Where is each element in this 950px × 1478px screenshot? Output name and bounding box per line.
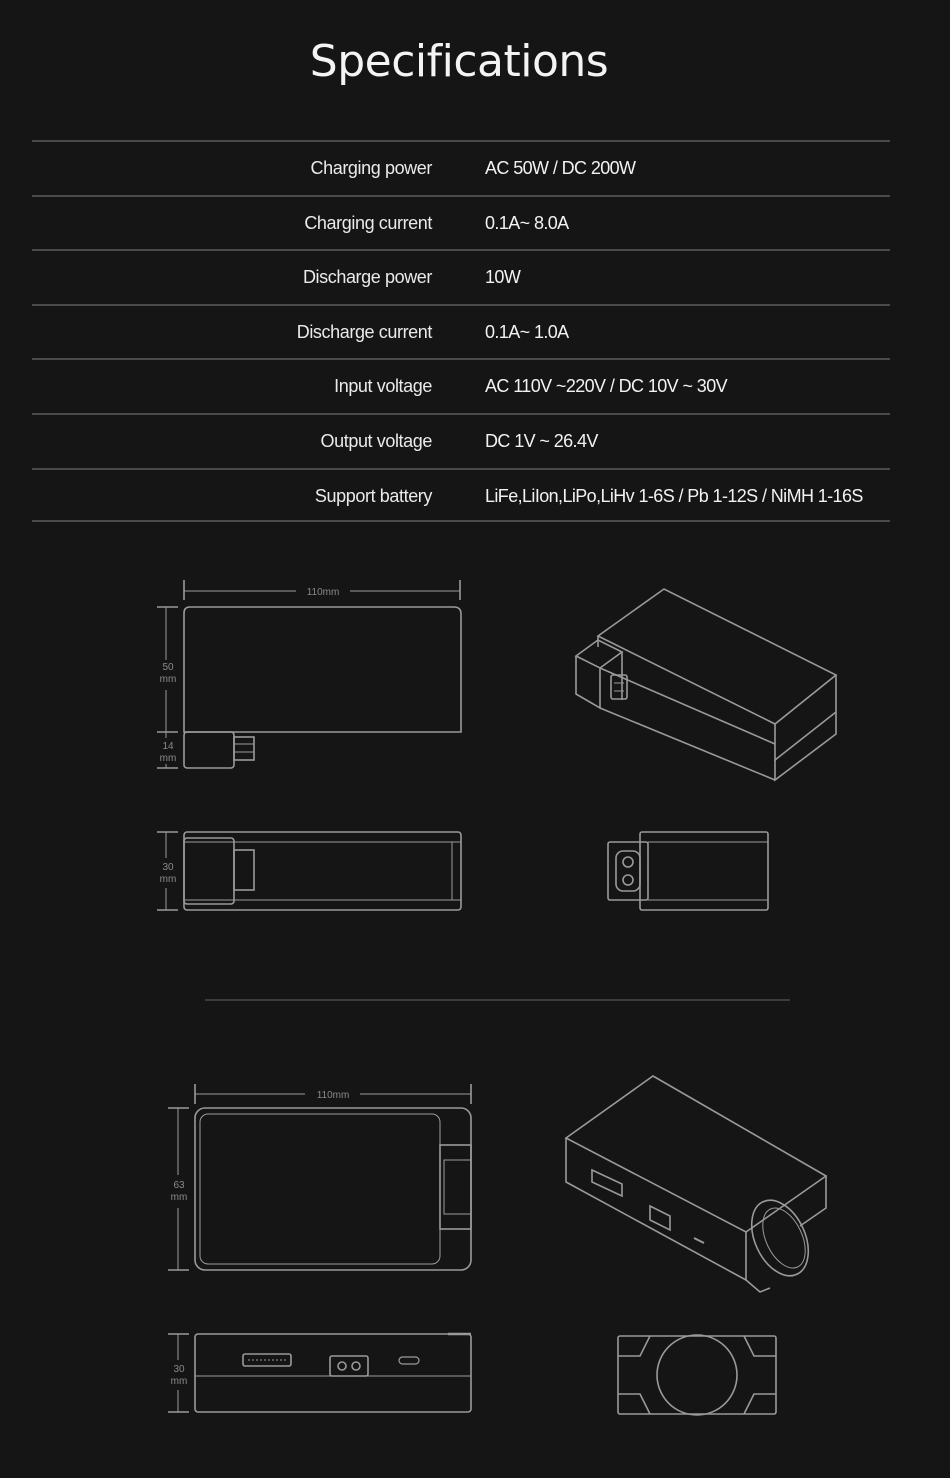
spec-value: AC 50W / DC 200W bbox=[485, 158, 636, 178]
page-title: Specifications bbox=[309, 36, 609, 87]
bottom-device-side-view bbox=[168, 1334, 471, 1412]
spec-value: DC 1V ~ 26.4V bbox=[485, 430, 598, 451]
top-height-dim-1-unit: mm bbox=[159, 674, 177, 685]
bottom-height-dim-unit: mm bbox=[170, 1192, 188, 1203]
top-height-dim-2: 14 bbox=[162, 741, 174, 752]
spec-value: 0.1A~ 8.0A bbox=[485, 212, 569, 233]
spec-value: 0.1A~ 1.0A bbox=[485, 321, 569, 342]
bottom-device-isometric-view bbox=[566, 1076, 826, 1292]
bottom-depth-dim-unit: mm bbox=[170, 1376, 188, 1387]
spec-label: Input voltage bbox=[334, 376, 432, 397]
spec-value: AC 110V ~220V / DC 10V ~ 30V bbox=[485, 376, 728, 397]
spec-label: Discharge power bbox=[302, 267, 432, 288]
top-device-end-view bbox=[608, 832, 768, 910]
bottom-width-dim: 110mm bbox=[316, 1090, 350, 1101]
bottom-height-dim: 63 bbox=[173, 1180, 185, 1191]
top-height-dim-1: 50 bbox=[162, 662, 174, 673]
spec-label: Charging power bbox=[310, 158, 432, 178]
top-device-side-view bbox=[157, 832, 461, 910]
spec-label: Charging current bbox=[304, 212, 432, 233]
top-depth-dim: 30 bbox=[162, 862, 174, 873]
spec-value: 10W bbox=[485, 267, 521, 288]
top-width-dim: 110mm bbox=[306, 587, 340, 598]
spec-label: Output voltage bbox=[320, 430, 432, 451]
top-height-dim-2-unit: mm bbox=[159, 753, 177, 764]
spec-value: LiFe,LiIon,LiPo,LiHv 1-6S / Pb 1-12S / NiMH 1-16S bbox=[485, 485, 863, 506]
bottom-device-end-view bbox=[618, 1335, 776, 1415]
bottom-depth-dim: 30 bbox=[173, 1364, 185, 1375]
top-device-isometric-view bbox=[576, 589, 836, 780]
spec-label: Support battery bbox=[314, 485, 432, 506]
top-device-front-view bbox=[157, 580, 461, 768]
bottom-device-front-view bbox=[168, 1084, 471, 1270]
top-depth-dim-unit: mm bbox=[159, 874, 177, 885]
spec-label: Discharge current bbox=[296, 321, 432, 342]
